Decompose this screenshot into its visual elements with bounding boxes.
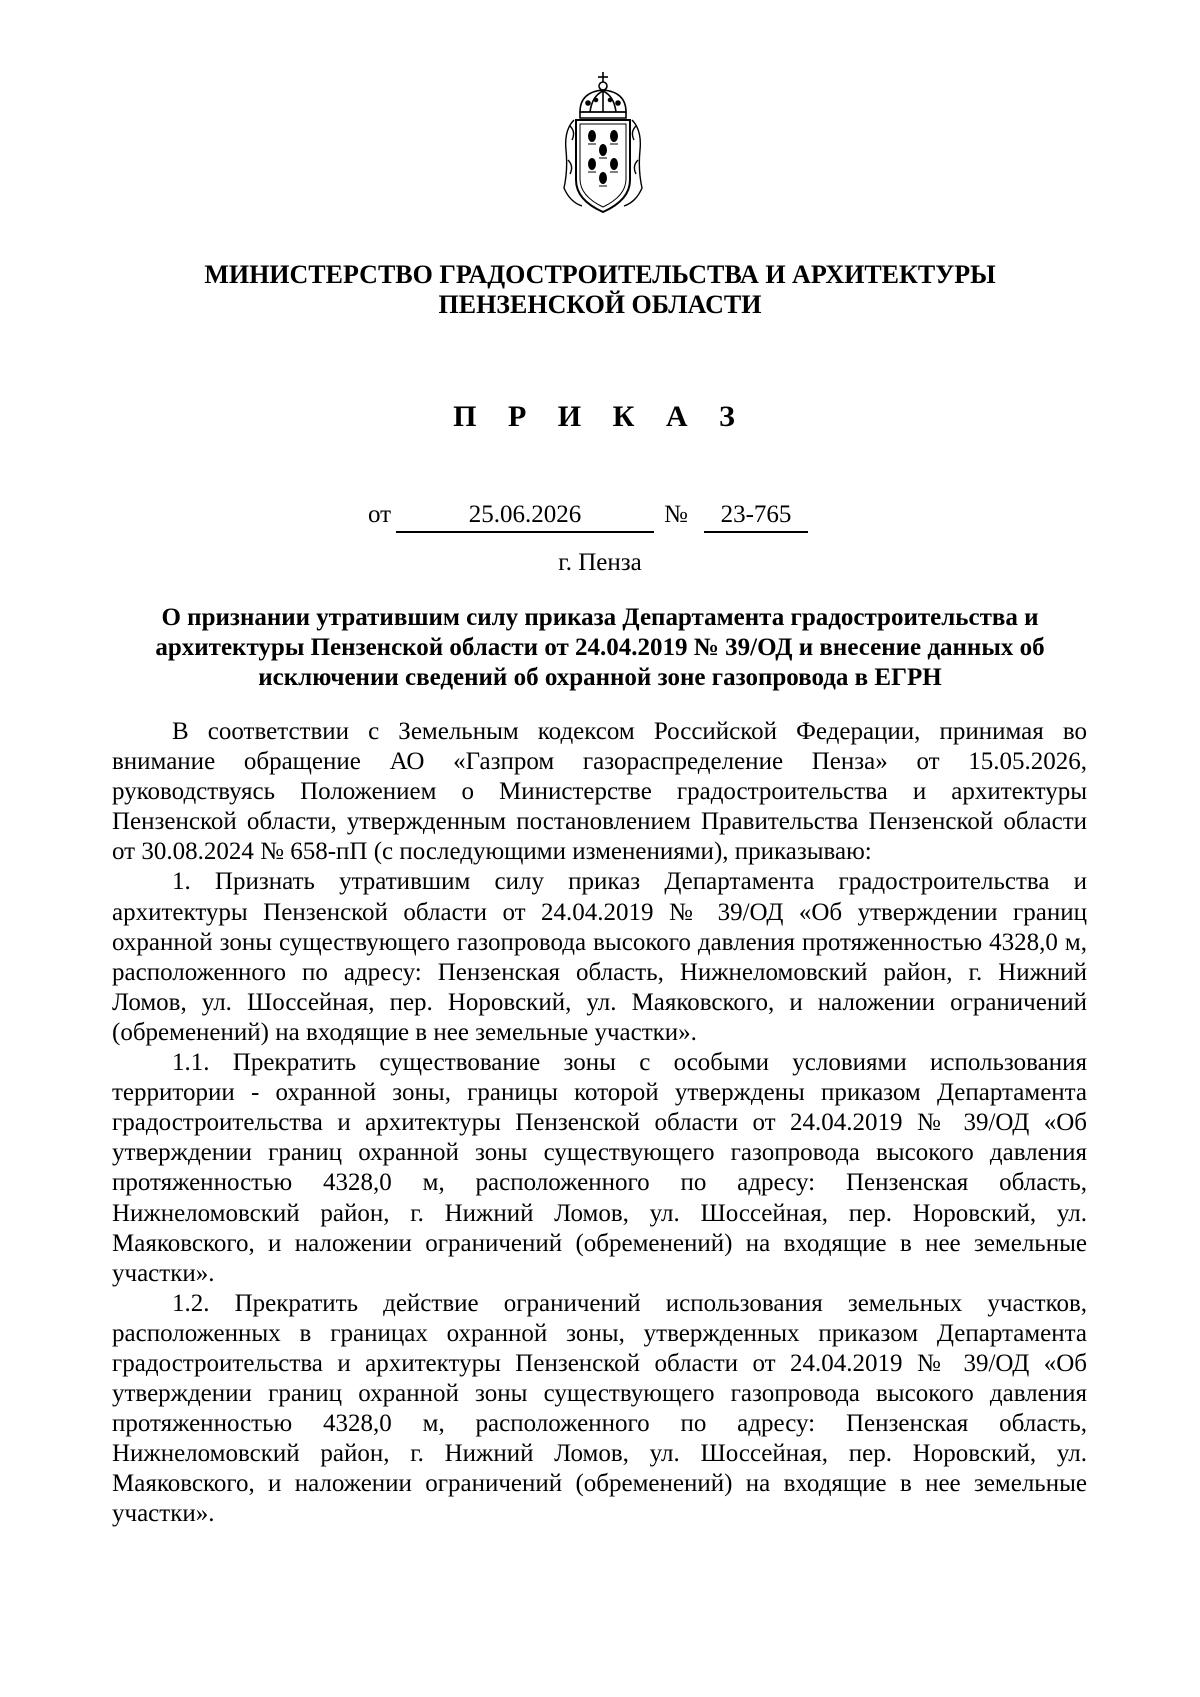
subject-line-3: исключении сведений об охранной зоне газопровода в ЕГРН	[258, 664, 942, 691]
preamble-paragraph: В соответствии с Земельным кодексом Российской Федерации, принимая во внимание обращение АО «Газпром газораспределение Пенза» от 15.05.2026, руководствуясь Положением о Министерстве градостроительства и архитектуры Пензенской области, утвержденным постановлением Правительства Пензенской области от 30.08.2024 № 658-пП (с последующими изменениями), приказываю:	[112, 718, 1087, 866]
order-body	[112, 717, 1087, 1530]
order-city: г. Пенза	[558, 549, 642, 576]
number-prefix: №	[664, 501, 688, 528]
item-1-1-paragraph: 1.1. Прекратить существование зоны с особыми условиями использования территории - охранной зоны, границы которой утверждены приказом Департамента градостроительства и архитектуры Пензенской области от 24.04.2019 № 39/ОД «Об утверждении границ охранной зоны существующего газопровода высокого давления протяженностью 4328,0 м, расположенного по адресу: Пензенская область, Нижнеломовский район, г. Нижний Ломов, ул. Шоссейная, пер. Норовский, ул. Маяковского, и наложении ограничений (обременений) на входящие в нее земельные участки».	[112, 1049, 1087, 1287]
item-1-2-paragraph: 1.2. Прекратить действие ограничений использования земельных участков, расположенных в границах охранной зоны, утвержденных приказом Департамента градостроительства и архитектуры Пензенской области от 24.04.2019 № 39/ОД «Об утверждении границ охранной зоны существующего газопровода высокого давления протяженностью 4328,0 м, расположенного по адресу: Пензенская область, Нижнеломовский район, г. Нижний Ломов, ул. Шоссейная, пер. Норовский, ул. Маяковского, и наложении ограничений (обременений) на входящие в нее земельные участки».	[112, 1289, 1087, 1528]
order-number: 23-765	[704, 500, 808, 533]
order-subject	[115, 603, 1085, 693]
ministry-name-line-2: ПЕНЗЕНСКОЙ ОБЛАСТИ	[438, 290, 762, 319]
item-1-paragraph: 1. Признать утратившим силу приказ Департамента градостроительства и архитектуры Пензенской области от 24.04.2019 № 39/ОД «Об утверждении границ охранной зоны существующего газопровода высокого давления протяженностью 4328,0 м, расположенного по адресу: Пензенская область, Нижнеломовский район, г. Нижний Ломов, ул. Шоссейная, пер. Норовский, ул. Маяковского, и наложении ограничений (обременений) на входящие в нее земельные участки».	[112, 868, 1087, 1046]
penza-coat-of-arms-icon	[560, 70, 646, 220]
order-title: П Р И К А З	[453, 400, 747, 433]
ministry-name-line-1: МИНИСТЕРСТВО ГРАДОСТРОИТЕЛЬСТВА И АРХИТЕКТУРЫ	[204, 260, 996, 289]
date-prefix: от	[368, 501, 392, 528]
subject-line-1: О признании утратившим силу приказа Департамента градостроительства и	[161, 604, 1039, 631]
order-date: 25.06.2026	[396, 500, 654, 533]
subject-line-2: архитектуры Пензенской области от 24.04.2019 № 39/ОД и внесение данных об	[155, 634, 1045, 661]
